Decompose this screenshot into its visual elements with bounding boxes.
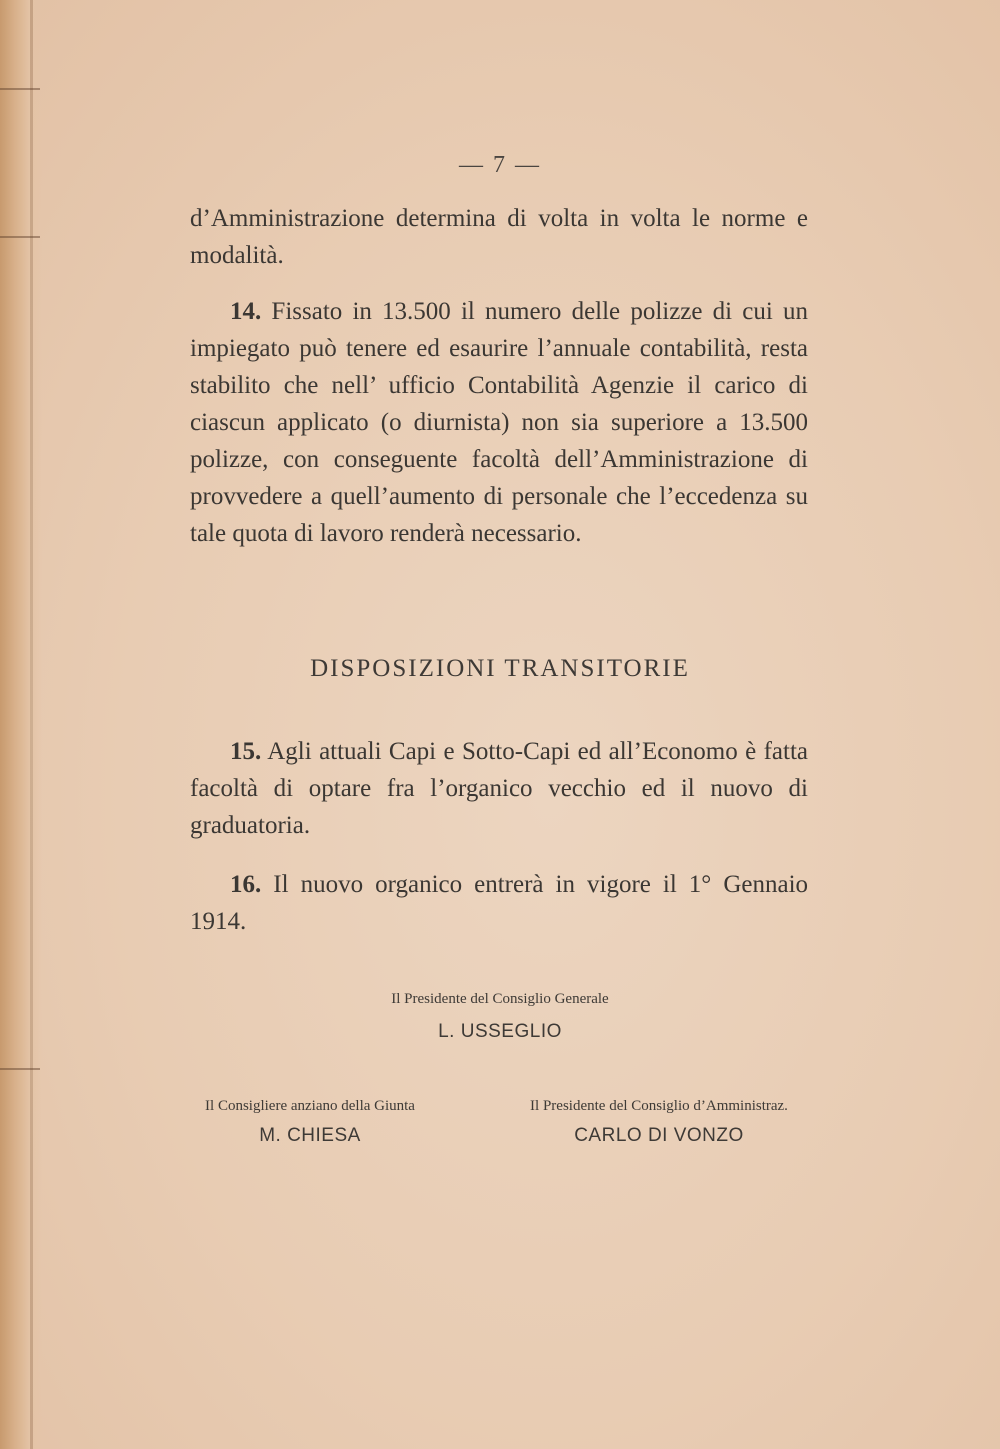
- signature-title-president-admin: Il Presidente del Consiglio d’Amministraz.: [530, 1098, 788, 1114]
- article-text: Agli attuali Capi e Sotto-Capi ed all’Economo è fatta facoltà di optare fra l’organico vecchio ed il nuovo di graduatoria.: [190, 738, 808, 839]
- signature-name-president-admin: CARLO DI VONZO: [574, 1125, 744, 1146]
- article-number: 15.: [230, 738, 262, 765]
- article-number: 14.: [230, 298, 262, 325]
- binding-edge: [0, 0, 42, 1449]
- article-14: [190, 293, 808, 552]
- signature-title-president-general: Il Presidente del Consiglio Generale: [391, 991, 609, 1007]
- signature-name-senior-councillor: M. CHIESA: [259, 1125, 361, 1146]
- section-title: DISPOSIZIONI TRANSITORIE: [310, 655, 690, 682]
- page-number: — 7 —: [459, 152, 541, 178]
- binding-mark: [0, 236, 40, 238]
- binding-mark: [0, 88, 40, 90]
- signature-name-president-general: L. USSEGLIO: [438, 1021, 562, 1042]
- article-text: Fissato in 13.500 il numero delle polizze di cui un impiegato può tenere ed esaurire l’annuale contabilità, resta stabilito che nell’ ufficio Contabilità Agenzie il carico di ciascun applicato (o diurnista) non sia superiore a 13.500 polizze, con conseguente facoltà dell’Amministrazione di provvedere a quell’aumento di personale che l’eccedenza su tale quota di lavoro renderà necessario.: [190, 298, 808, 547]
- article-16: [190, 866, 808, 940]
- article-15: [190, 733, 808, 844]
- article-number: 16.: [230, 871, 262, 898]
- signature-title-senior-councillor: Il Consigliere anziano della Giunta: [205, 1098, 415, 1114]
- binding-mark: [0, 1068, 40, 1070]
- binding-fold: [30, 0, 33, 1449]
- paragraph-continuation: d’Amministrazione determina di volta in volta le norme e modalità.: [190, 205, 808, 269]
- article-text: Il nuovo organico entrerà in vigore il 1° Gennaio 1914.: [190, 871, 809, 935]
